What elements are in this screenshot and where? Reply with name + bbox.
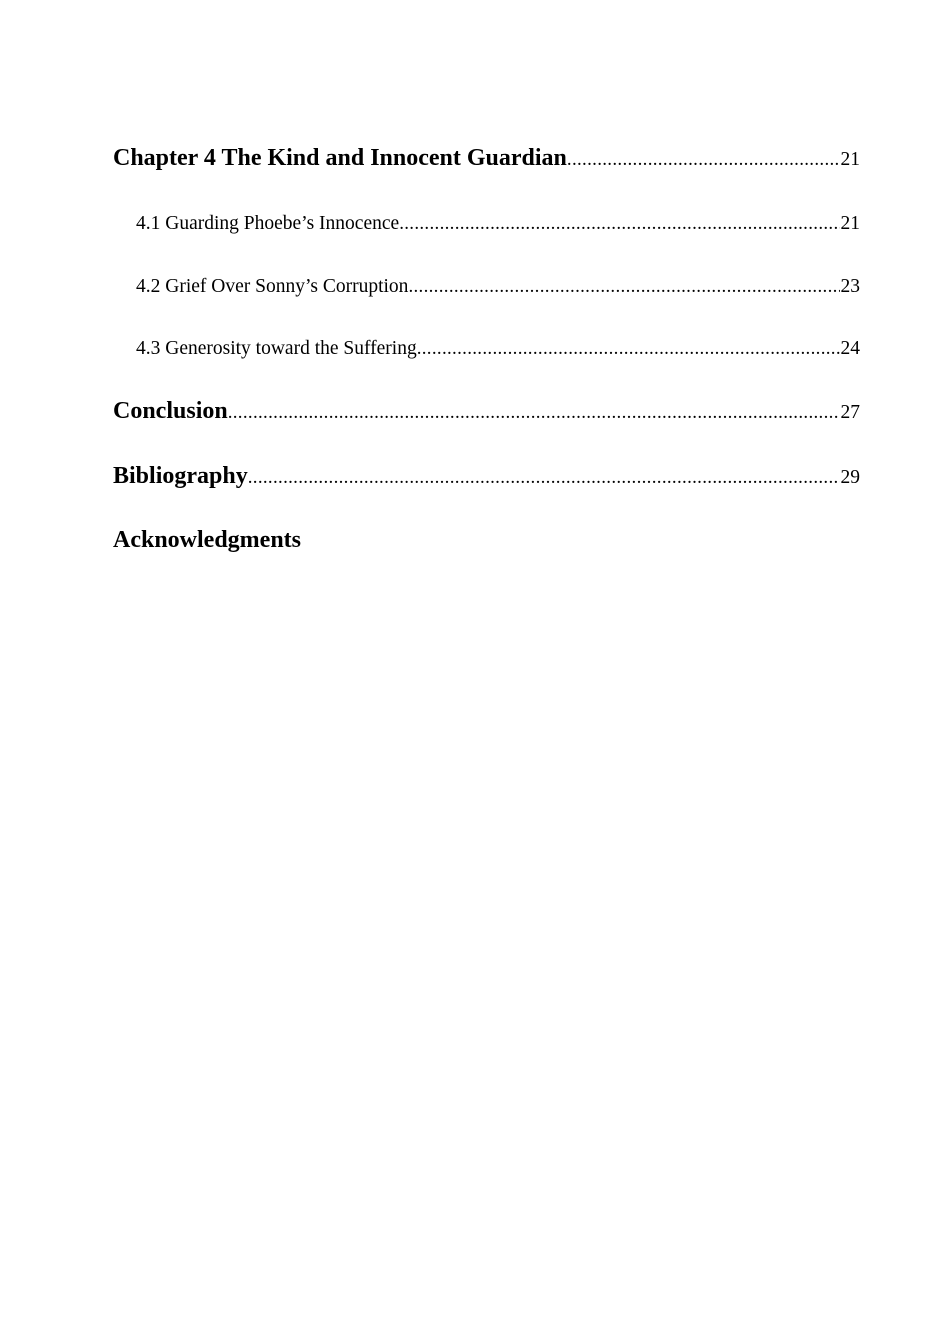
toc-page-number: 24 (840, 338, 860, 359)
toc-entry-bibliography[interactable] (113, 463, 860, 490)
toc-entry-title: Chapter 4 The Kind and Innocent Guardian (113, 145, 567, 171)
toc-entry-title: Acknowledgments (113, 527, 302, 553)
toc-dot-leader (417, 338, 840, 360)
toc-entry-title: 4.1 Guarding Phoebe’s Innocence (136, 213, 400, 234)
toc-page-number: 29 (840, 467, 860, 488)
toc-dot-leader (248, 467, 840, 489)
toc-entry-title: 4.3 Generosity toward the Suffering (136, 338, 417, 359)
toc-dot-leader (399, 213, 839, 235)
toc-entry-title: Bibliography (113, 463, 248, 489)
toc-entry-chapter-4[interactable] (113, 145, 860, 172)
toc-page-number: 21 (840, 213, 860, 234)
toc-page-number: 27 (840, 402, 860, 423)
toc-entry-section-4-3[interactable] (136, 338, 860, 360)
toc-page-number: 21 (840, 149, 860, 170)
toc-page-number: 23 (840, 276, 860, 297)
toc-entry-section-4-2[interactable] (136, 276, 860, 298)
toc-entry-title: Conclusion (113, 398, 228, 424)
toc-entry-title: 4.2 Grief Over Sonny’s Corruption (136, 276, 409, 297)
toc-entry-acknowledgments[interactable] (113, 527, 860, 554)
toc-entry-conclusion[interactable] (113, 398, 860, 425)
toc-entry-section-4-1[interactable] (136, 213, 860, 235)
toc-dot-leader (408, 276, 839, 298)
toc-dot-leader (228, 402, 840, 424)
toc-dot-leader (567, 149, 840, 171)
